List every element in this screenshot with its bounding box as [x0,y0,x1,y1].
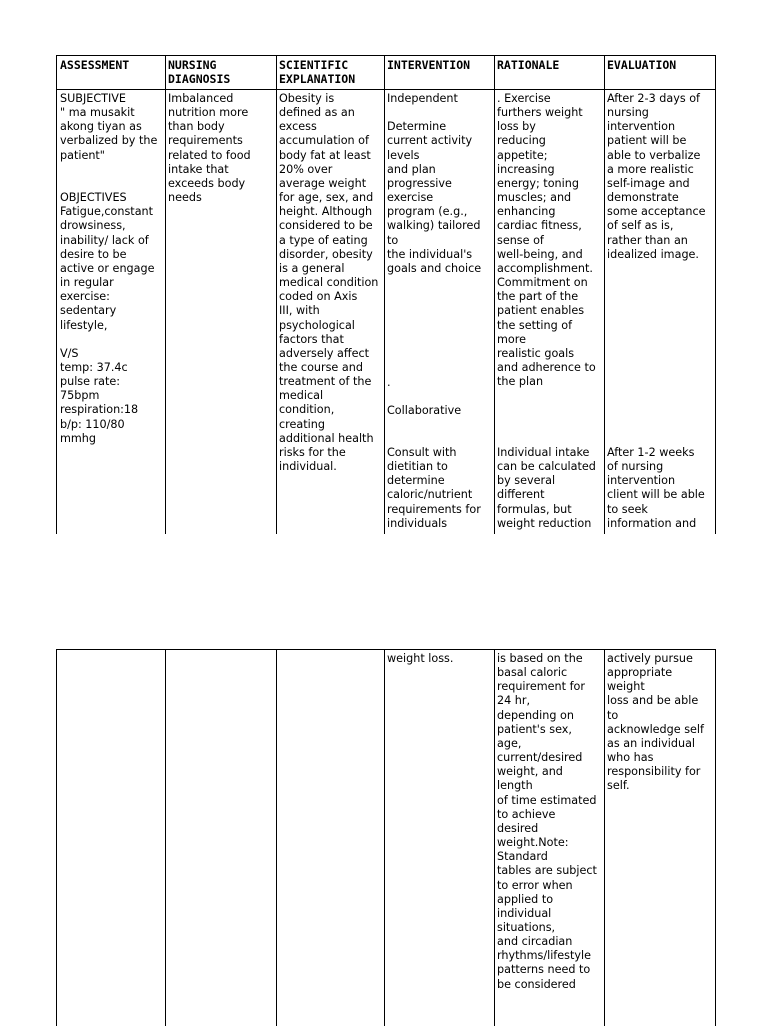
intervention-consult: Consult with dietitian to determine caloric/nutrient requirements for individuals [387,446,481,530]
header-assessment: ASSESSMENT [60,58,130,72]
header-divider [57,89,715,90]
column-divider [276,650,277,1026]
evaluation-self-image: After 2-3 days of nursing intervention patient will be able to verbalize a more realistic self-image and demonstrate some acceptance of self as is, rather than an idealized image. [607,92,706,261]
nursing-diagnosis-cell: Imbalanced nutrition more than body requirements related to food intake that exceeds body needs [168,92,251,205]
intervention-independent: Independent Determine current activity levels and plan progressive exercise program (e.g., walking) tailored to the individual's goals and choice [387,92,482,275]
column-divider [604,650,605,1026]
rationale-intake: Individual intake can be calculated by several different formulas, but weight reduction [497,446,596,530]
header-rationale: RATIONALE [497,58,560,72]
column-divider [276,56,277,534]
intervention-dot: . [387,376,391,389]
rationale-continued: is based on the basal caloric requirement for 24 hr, depending on patient's sex, age, current/desired weight, and length of time estimated to achieve desired weight.Note: Standard tables are subject to error when applied to individual situations, and circadian rhythms/lifestyle patterns need to be considered [497,652,597,991]
assessment-cell: SUBJECTIVE " ma musakit akong tiyan as verbalized by the patient" OBJECTIVES Fatigue,constant drowsiness, inability/ lack of desire to be active or engage in regular exercise: sedentary lifestyle, V/S temp: 37.4c pulse rate: 75bpm respiration:18 b/p: 110/80 mmhg [60,92,158,445]
column-divider [494,650,495,1026]
care-plan-table-page2 [56,649,716,1026]
care-plan-table-page1 [56,55,716,534]
column-divider [384,56,385,534]
column-divider [165,650,166,1026]
evaluation-continued: actively pursue appropriate weight loss and be able to acknowledge self as an individual who has responsibility for self. [607,652,704,793]
column-divider [384,650,385,1026]
header-nursing-diagnosis: NURSING DIAGNOSIS [168,58,231,86]
scientific-explanation-cell: Obesity is defined as an excess accumulation of body fat at least 20% over average weight for age, sex, and height. Although considered to be a type of eating disorder, obesity is a general medical condition coded on Axis III, with psychological factors that adversely affect the course and treatment of the medical condition, creating additional health risks for the individual. [279,92,379,474]
rationale-exercise: . Exercise furthers weight loss by reducing appetite; increasing energy; toning muscles; and enhancing cardiac fitness, sense of well-being, and accomplishment. Commitment on the part of the patient enables the setting of more realistic goals and adherence to the plan [497,92,596,389]
intervention-collaborative: Collaborative [387,404,462,417]
evaluation-weight-loss: After 1-2 weeks of nursing intervention client will be able to seek information and [607,446,705,530]
column-divider [165,56,166,534]
header-scientific-explanation: SCIENTIFIC EXPLANATION [279,58,356,86]
header-evaluation: EVALUATION [607,58,677,72]
intervention-continued: weight loss. [387,652,454,665]
column-divider [494,56,495,534]
header-intervention: INTERVENTION [387,58,471,72]
column-divider [604,56,605,534]
